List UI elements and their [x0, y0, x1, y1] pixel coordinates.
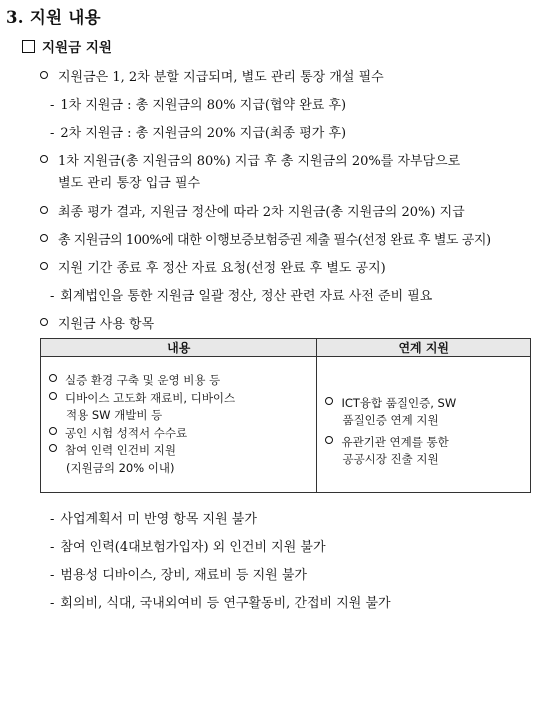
circle-bullet-icon [40, 71, 48, 79]
dash-marker: - [50, 289, 55, 304]
content-line [49, 390, 316, 408]
bullet-item [40, 201, 465, 220]
bullet-text: 지원 기간 종료 후 정산 자료 요청(선정 완료 후 별도 공지) [58, 261, 386, 276]
note-item [50, 592, 391, 611]
bullet-continuation: 별도 관리 통장 입금 필수 [58, 176, 201, 191]
dash-marker: - [50, 568, 55, 583]
support-line: 품질인증 연계 지원 [342, 413, 439, 427]
circle-bullet-icon [49, 374, 57, 382]
bullet-item [40, 257, 386, 276]
bullet-text: 지원금 사용 항목 [58, 317, 155, 332]
sub-item-text: 회계법인을 통한 지원금 일괄 정산, 정산 관련 자료 사전 준비 필요 [60, 289, 433, 304]
circle-bullet-icon [40, 155, 48, 163]
support-line [325, 434, 530, 452]
subheading-text: 지원금 지원 [42, 40, 112, 56]
bullet-text: 총 지원금의 100%에 대한 이행보증보험증권 제출 필수(선정 완료 후 별도 공지) [58, 233, 491, 248]
circle-bullet-icon [325, 436, 333, 444]
checkbox-square-icon [22, 40, 35, 53]
bullet-item [40, 229, 491, 248]
note-item [50, 508, 257, 527]
support-text: 유관기관 연계를 통한 [341, 434, 449, 449]
circle-bullet-icon [40, 262, 48, 270]
sub-item-text: 2차 지원금 : 총 지원금의 20% 지급(최종 평가 후) [60, 126, 347, 141]
bullet-text: 지원금은 1, 2차 분할 지급되며, 별도 관리 통장 개설 필수 [58, 70, 384, 85]
sub-item [50, 122, 346, 141]
circle-bullet-icon [49, 427, 57, 435]
note-text: 범용성 디바이스, 장비, 재료비 등 지원 불가 [60, 568, 307, 583]
circle-bullet-icon [49, 444, 57, 452]
bullet-text: 최종 평가 결과, 지원금 정산에 따라 2차 지원금(총 지원금의 20%) 지급 [58, 205, 465, 220]
support-line: 공공시장 진출 지원 [342, 452, 439, 466]
note-text: 사업계획서 미 반영 항목 지원 불가 [60, 512, 257, 527]
circle-bullet-icon [49, 392, 57, 400]
content-text: 참여 인력 인건비 지원 [65, 443, 176, 457]
sub-item [50, 94, 346, 113]
support-text: ICT융합 품질인증, SW [341, 395, 457, 410]
circle-bullet-icon [40, 206, 48, 214]
dash-marker: - [50, 540, 55, 555]
dash-marker: - [50, 98, 55, 113]
usage-items-table [40, 338, 531, 493]
content-text: 디바이스 고도화 재료비, 디바이스 [65, 390, 236, 405]
bullet-item [40, 313, 154, 332]
dash-marker: - [50, 126, 55, 141]
table-header-linked-support: 연계 지원 [317, 339, 531, 357]
bullet-item [40, 150, 460, 169]
content-line [49, 442, 316, 460]
note-text: 참여 인력(4대보험가입자) 외 인건비 지원 불가 [60, 540, 326, 555]
bullet-text: 1차 지원금(총 지원금의 80%) 지급 후 총 지원금의 20%를 자부담으로 [58, 154, 461, 169]
note-text: 회의비, 식대, 국내외여비 등 연구활동비, 간접비 지원 불가 [60, 596, 391, 611]
dash-marker: - [50, 596, 55, 611]
content-line: 적용 SW 개발비 등 [66, 408, 163, 422]
content-line [49, 372, 316, 390]
linked-support-cell [317, 357, 531, 493]
sub-item [50, 285, 432, 304]
note-item [50, 564, 307, 583]
content-text: 공인 시험 성적서 수수료 [65, 425, 188, 440]
dash-marker: - [50, 512, 55, 527]
circle-bullet-icon [325, 397, 333, 405]
table-header-content: 내용 [41, 339, 317, 357]
subheading [22, 36, 112, 56]
circle-bullet-icon [40, 318, 48, 326]
content-line: (지원금의 20% 이내) [66, 460, 175, 475]
table-header-row [41, 339, 531, 357]
sub-item-text: 1차 지원금 : 총 지원금의 80% 지급(협약 완료 후) [60, 98, 347, 113]
content-line [49, 425, 316, 443]
bullet-item [40, 66, 384, 85]
note-item [50, 536, 326, 555]
content-cell [41, 357, 317, 493]
content-text: 실증 환경 구축 및 운영 비용 등 [65, 373, 221, 387]
support-line [325, 395, 530, 413]
circle-bullet-icon [40, 234, 48, 242]
table-row [41, 357, 531, 493]
section-heading: 3. 지원 내용 [6, 8, 101, 27]
